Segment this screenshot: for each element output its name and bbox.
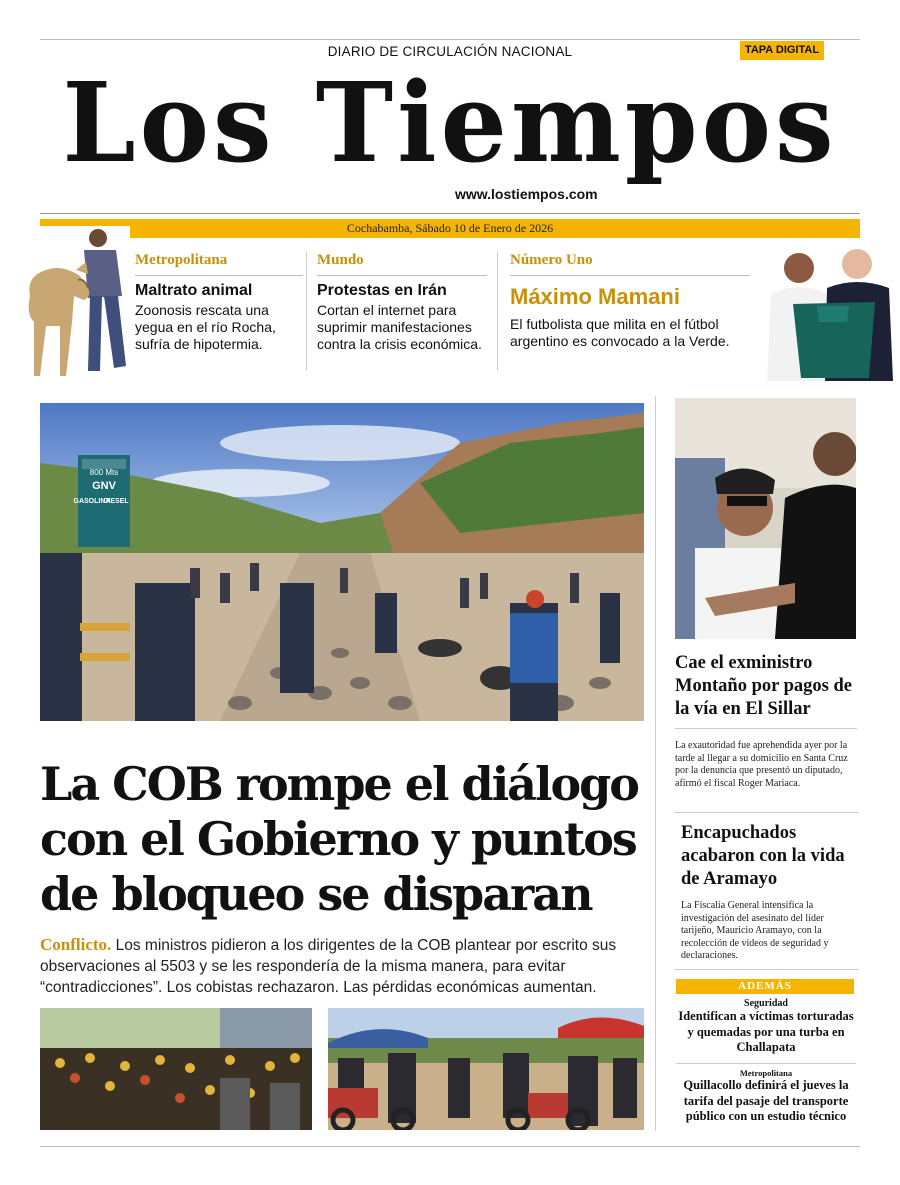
side-story-2-top-rule: [674, 812, 859, 813]
teaser-section: Número Uno: [510, 252, 750, 276]
motorcycles-photo[interactable]: [328, 1008, 644, 1130]
newspaper-logo[interactable]: Los Tiempos: [62, 57, 838, 188]
ademas-divider: [676, 1063, 856, 1064]
ademas-label: ADEMÁS: [676, 979, 854, 994]
teaser-section: Mundo: [317, 252, 487, 276]
bottom-rule: [40, 1146, 860, 1147]
tapa-digital-button[interactable]: TAPA DIGITAL: [740, 41, 824, 60]
side-story-2-headline[interactable]: Encapuchados acabaron con la vida de Aramayo: [681, 823, 845, 889]
teaser-divider: [306, 252, 307, 370]
sign-distance: 800 Mts: [89, 468, 119, 477]
masthead-tagline: DIARIO DE CIRCULACIÓN NACIONAL: [327, 44, 573, 59]
arrest-photo[interactable]: [675, 398, 856, 639]
side-story-1-headline[interactable]: Cae el exministro Montaño por pagos de la vía en El Sillar: [675, 653, 852, 719]
teaser-numero-uno[interactable]: [510, 252, 750, 350]
ademas-item-metropolitana[interactable]: [676, 1068, 856, 1125]
teaser-mundo[interactable]: [317, 252, 487, 353]
sign-gasolina: GASOLINA: [73, 498, 111, 505]
ademas-item-section: Metropolitana: [739, 1068, 793, 1078]
sign-gnv: GNV: [92, 480, 116, 492]
ademas-item-headline[interactable]: Identifican a víctimas torturadas y quemadas por una turba en Challapata: [678, 1009, 854, 1054]
column-divider: [655, 396, 656, 1131]
teaser-divider: [497, 252, 498, 370]
footballers-photo[interactable]: [757, 246, 893, 381]
ademas-item-section: Seguridad: [744, 998, 788, 1009]
main-lede: [40, 934, 640, 998]
lede-kicker: Conflicto.: [40, 935, 112, 954]
teaser-section: Metropolitana: [135, 252, 303, 276]
teaser-body: Zoonosis rescata una yegua en el río Rocha, sufría de hipotermia.: [135, 302, 276, 352]
ademas-top-rule: [674, 969, 859, 970]
side-story-1-rule: [675, 728, 857, 729]
side-story-2-body: La Fiscalía General intensifica la investigación del asesinato del líder tarijeño, Mauricio Aramayo, con la recolección de videos de seguridad y declaraciones.: [681, 900, 829, 961]
teaser-body: Cortan el internet para suprimir manifestaciones contra la crisis económica.: [317, 302, 482, 352]
date-line: Cochabamba, Sábado 10 de Enero de 2026: [40, 219, 860, 238]
top-rule: [40, 39, 860, 40]
teaser-body: El futbolista que milita en el fútbol argentino es convocado a la Verde.: [510, 316, 730, 349]
lede-text: Los ministros pidieron a los dirigentes de la COB plantear por escrito sus observaciones al 5503 y se les respondería de la misma manera, para evitar “contradicciones”. Los cobistas rechazaron. Las pérdidas económicas aumentan.: [40, 937, 617, 996]
teaser-headline[interactable]: Máximo Mamani: [510, 284, 680, 309]
sign-diesel: DIESEL: [103, 498, 129, 505]
teaser-metropolitana[interactable]: [135, 252, 303, 353]
website-link[interactable]: www.lostiempos.com: [455, 186, 598, 202]
main-headline[interactable]: La COB rompe el diálogo con el Gobierno y puntos de bloqueo se disparan: [40, 757, 638, 921]
main-blockade-photo[interactable]: [40, 403, 644, 721]
ademas-item-seguridad[interactable]: [676, 998, 856, 1056]
crowd-photo[interactable]: [40, 1008, 312, 1130]
masthead-rule: [40, 213, 860, 214]
side-story-1-body: La exautoridad fue aprehendida ayer por la tarde al llegar a su domicilio en Santa Cruz por la denuncia que presentó un diputado, afirmó el fiscal Roger Mariaca.: [675, 740, 848, 789]
teaser-headline[interactable]: Maltrato animal: [135, 282, 253, 299]
horse-photo[interactable]: [22, 226, 130, 381]
teaser-headline[interactable]: Protestas en Irán: [317, 282, 447, 299]
ademas-item-headline[interactable]: Quillacollo definirá el jueves la tarifa del pasaje del transporte público con un estudio técnico: [683, 1078, 849, 1123]
